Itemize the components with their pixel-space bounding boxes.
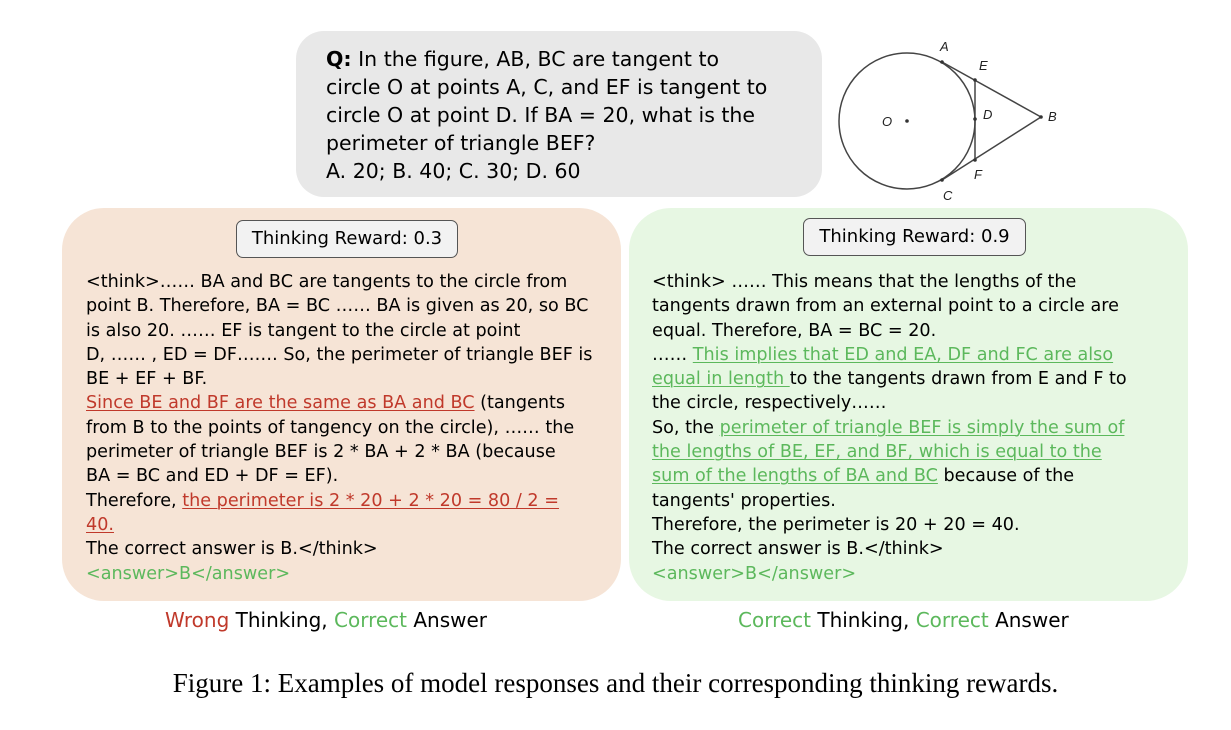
- point-d: [973, 117, 977, 121]
- question-line-2: circle O at points A, C, and EF is tangent to: [326, 75, 768, 99]
- thinking-reward-badge-left: Thinking Reward: 0.3: [236, 220, 458, 258]
- verdict-right-answer: Answer: [988, 608, 1069, 632]
- verdict-right: [738, 608, 1069, 632]
- left-line-1: <think>…… BA and BC are tangents to the circle from: [86, 272, 568, 292]
- label-c: C: [943, 188, 953, 203]
- right-line-1: <think> …… This means that the lengths of the: [652, 272, 1077, 292]
- right-line-2: tangents drawn from an external point to a circle are: [652, 296, 1119, 317]
- right-line-perimeter: Therefore, the perimeter is 20 + 20 = 40.: [652, 514, 1020, 535]
- wrong-reasoning-2a: the perimeter is 2 * 20 + 2 * 20 = 80 / 2 =: [182, 490, 559, 511]
- wrong-reasoning-1: Since BE and BF are the same as BA and BC: [86, 393, 475, 414]
- correct-reasoning-1a: This implies that ED and EA, DF and FC are also: [692, 344, 1114, 365]
- right-line-respectively: the circle, respectively……: [652, 393, 887, 414]
- point-b: [1039, 115, 1043, 119]
- label-o: O: [882, 114, 893, 129]
- correct-reasoning-2a: perimeter of triangle BEF is simply the sum of: [719, 417, 1125, 438]
- left-answer: <answer>B</answer>: [86, 563, 291, 584]
- question-box: [296, 31, 822, 197]
- correct-reasoning-1b: equal in length: [652, 369, 790, 390]
- left-line-2: point B. Therefore, BA = BC …… BA is given as 20, so BC: [86, 296, 589, 317]
- verdict-left-correct: Correct: [334, 608, 407, 632]
- label-a: A: [940, 39, 949, 54]
- right-after-good2: because of the: [937, 466, 1075, 487]
- wrong-thinking-panel: [62, 208, 621, 601]
- verdict-left-thinking: Thinking,: [229, 608, 334, 632]
- right-line-3: equal. Therefore, BA = BC = 20.: [652, 320, 937, 341]
- correct-reasoning-2b: the lengths of BE, EF, and BF, which is equal to the: [652, 442, 1102, 463]
- left-line-9: BA = BC and ED + DF = EF).: [86, 466, 339, 487]
- right-after-good1: to the tangents drawn from E and F to: [789, 369, 1127, 390]
- question-options: A. 20; B. 40; C. 30; D. 60: [326, 159, 581, 183]
- verdict-right-thinking: Thinking,: [811, 608, 916, 632]
- verdict-left: [165, 608, 487, 632]
- right-so-the: So, the: [652, 417, 720, 438]
- left-line-7: from B to the points of tangency on the circle), …… the: [86, 417, 575, 438]
- geometry-figure: [830, 30, 1070, 210]
- question-line-4: perimeter of triangle BEF?: [326, 131, 596, 155]
- verdict-left-wrong: Wrong: [165, 608, 230, 632]
- point-o: [905, 119, 909, 123]
- left-after-wrong1: (tangents: [474, 393, 566, 414]
- wrong-reasoning-2b: 40.: [86, 514, 114, 535]
- point-a: [940, 60, 944, 64]
- verdict-right-correct-answer: Correct: [915, 608, 989, 632]
- right-answer: <answer>B</answer>: [652, 563, 857, 584]
- label-b: B: [1048, 109, 1057, 124]
- right-dots: ……: [652, 344, 693, 365]
- left-therefore: Therefore,: [86, 490, 183, 511]
- right-conclusion: The correct answer is B.</think>: [652, 539, 944, 560]
- figure-caption: Figure 1: Examples of model responses and their corresponding thinking rewards.: [172, 668, 1059, 698]
- right-line-properties: tangents' properties.: [652, 490, 836, 511]
- left-line-3: is also 20. …… EF is tangent to the circle at point: [86, 320, 521, 341]
- point-e: [973, 78, 977, 82]
- left-line-4: D, …… , ED = DF……. So, the perimeter of triangle BEF is: [86, 344, 593, 365]
- verdict-right-correct-thinking: Correct: [738, 608, 811, 632]
- label-f: F: [974, 167, 982, 182]
- left-response-text: [86, 270, 606, 586]
- point-f: [973, 158, 977, 162]
- label-d: D: [983, 107, 993, 122]
- left-conclusion: The correct answer is B.</think>: [86, 539, 378, 560]
- right-response-text: [652, 270, 1177, 586]
- correct-thinking-panel: [629, 208, 1188, 601]
- label-e: E: [979, 58, 988, 73]
- verdict-left-answer: Answer: [407, 608, 488, 632]
- thinking-reward-badge-right: Thinking Reward: 0.9: [803, 218, 1026, 256]
- tangent-bc: [942, 117, 1041, 180]
- question-line-1: In the figure, AB, BC are tangent to: [351, 47, 720, 71]
- correct-reasoning-2c: sum of the lengths of BA and BC: [652, 466, 938, 487]
- left-line-5: BE + EF + BF.: [86, 369, 208, 390]
- left-line-8: perimeter of triangle BEF is 2 * BA + 2 * BA (because: [86, 442, 556, 463]
- question-prefix: Q:: [326, 47, 352, 71]
- question-line-3: circle O at point D. If BA = 20, what is the: [326, 103, 756, 127]
- point-c: [940, 178, 944, 182]
